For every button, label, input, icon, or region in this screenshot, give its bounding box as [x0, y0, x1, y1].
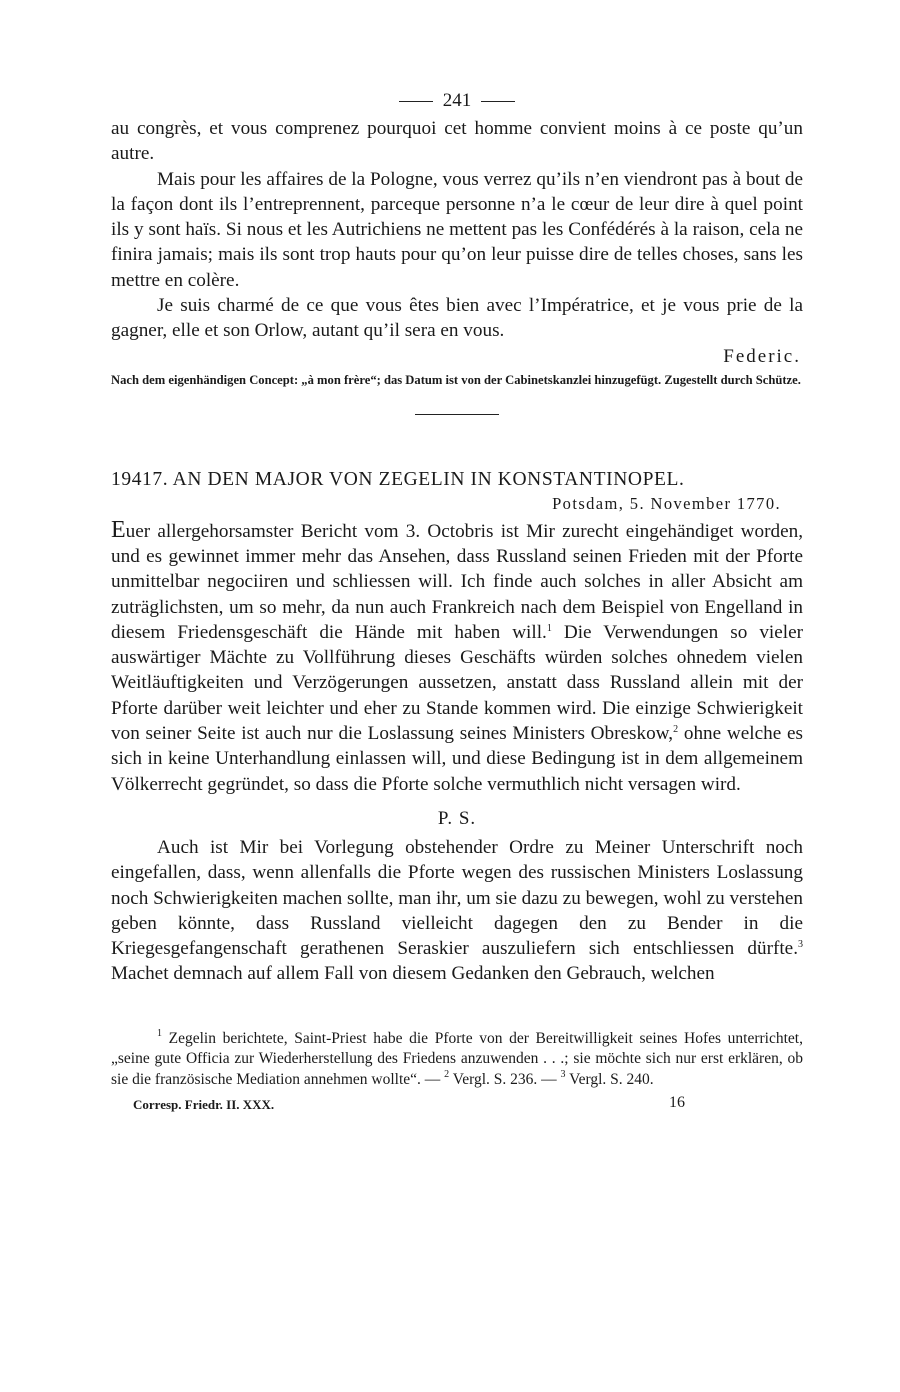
footnotes: [111, 1029, 803, 1091]
footnote-marker-2: 2: [444, 1068, 450, 1080]
letter-number: 19417.: [111, 468, 169, 490]
postscript-part-1: Auch ist Mir bei Vorlegung obstehender Ordre zu Meiner Unterschrift noch eingefallen, dass, wenn allenfalls die Pforte wegen des russischen Ministers Loslassung noch Schwierigkeiten machen sollte, man ihr, um sie dazu zu bewegen, wohl zu verstehen geben könnte, dass Russland vielleicht dagegen den zu Bender in die Kriegesgefangenschaft gerathenen Seraskier auszuliefern sich entschliessen dürfte.: [111, 836, 803, 960]
previous-letter-signature: Federic.: [723, 345, 801, 367]
initial-letter: E: [111, 516, 126, 543]
footnote-ref-1: 1: [546, 622, 552, 634]
previous-letter-paragraph-3: Je suis charmé de ce que vous êtes bien avec l’Impératrice, et je vous prie de la gagner, elle et son Orlow, autant qu’il sera en vous.: [111, 295, 803, 342]
letter-body-part-1: uer allergehorsamster Bericht vom 3. Octobris ist Mir zurecht eingehändiget worden, und es gewinnet immer mehr das Ansehen, dass Russland seinen Frieden mit der Pforte unmittelbar negociiren und schliessen will. Ich finde auch solches in aller Absicht am zuträglichsten, um so mehr, da nun auch Frankreich nach dem Beispiel von Engelland in diesem Friedensgeschäft die Hände mit haben will.: [111, 520, 803, 643]
footnote-ref-2: 2: [673, 724, 679, 736]
previous-letter-paragraph-1: au congrès, et vous comprenez pourquoi cet homme convient moins à ce poste qu’un autre.: [111, 118, 803, 165]
postscript-body: [111, 835, 803, 987]
footnote-ref-3: 3: [798, 939, 803, 951]
document-page: [111, 86, 803, 1119]
page-number: 241: [442, 90, 472, 111]
source-note: Nach dem eigenhändigen Concept: „à mon frère“; das Datum ist von der Cabinetskanzlei hinzugefügt. Zugestellt durch Schütze.: [111, 372, 801, 387]
footnote-marker-3: 3: [560, 1068, 566, 1080]
letter-heading: [111, 467, 803, 493]
letter-body-part-2: Die Verwendungen so vieler auswärtiger Mächte zu Vollführung dieses Geschäfts würden solches ohnedem vielen Weitläuftigkeiten und Verzögerungen aussetzen, anstatt dass Russland allein mit der Pforte darüber weit leichter und eher zu Stande kommen wird. Die einzige Schwierigkeit von seiner Seite ist auch nur die Loslassung seines Ministers Obreskow,: [111, 621, 803, 745]
footnote-text-1: Zegelin berichtete, Saint-Priest habe die Pforte von der Bereitwilligkeit seines Hofes unterrichtet, „seine gute Officia zur Wiederherstellung des Friedens anzuwenden . . .; sie möchte sich nur erst erklären, ob sie die französische Mediation annehmen wollte“. —: [111, 1029, 803, 1088]
running-head: [111, 86, 803, 116]
footnote-text-2: Vergl. S. 236. —: [449, 1070, 561, 1088]
sheet-number: 16: [669, 1094, 685, 1112]
page-footer: [111, 1094, 803, 1119]
letter-body: [111, 516, 803, 797]
signature-mark: Corresp. Friedr. II. XXX.: [133, 1097, 275, 1113]
postscript-part-2: Machet demnach auf allem Fall von diesem Gedanken den Gebrauch, welchen: [111, 963, 715, 985]
footnote-marker-1: 1: [157, 1027, 162, 1039]
section-divider: [415, 414, 499, 415]
previous-letter-paragraph-2: Mais pour les affaires de la Pologne, vous verrez qu’ils n’en viendront pas à bout de la façon dont ils l’entreprennent, parceque personne n’a le cœur de leur dire à quel point ils y sont haïs. Si nous et les Autrichiens ne mettent pas les Confédérés à la raison, cela ne finira jamais; mais ils sont trop hauts pour qu’on leur puisse dire de telles choses, sans les mettre en colère.: [111, 168, 803, 291]
letter-dateline: Potsdam, 5. November 1770.: [552, 493, 781, 513]
letter-body-part-3: ohne welche es sich in keine Unterhandlung einlassen will, und diese Bedingung ist in dem allgemeinem Völkerrecht gegründet, so dass die Pforte solche vermuthlich nicht versagen wird.: [111, 723, 803, 795]
running-head-dash-right: [481, 101, 515, 102]
postscript-heading: P. S.: [437, 807, 477, 829]
footnote-text-3: Vergl. S. 240.: [565, 1070, 654, 1088]
letter-title: AN DEN MAJOR VON ZEGELIN IN KONSTANTINOPEL.: [172, 468, 685, 490]
running-head-dash-left: [399, 101, 433, 102]
